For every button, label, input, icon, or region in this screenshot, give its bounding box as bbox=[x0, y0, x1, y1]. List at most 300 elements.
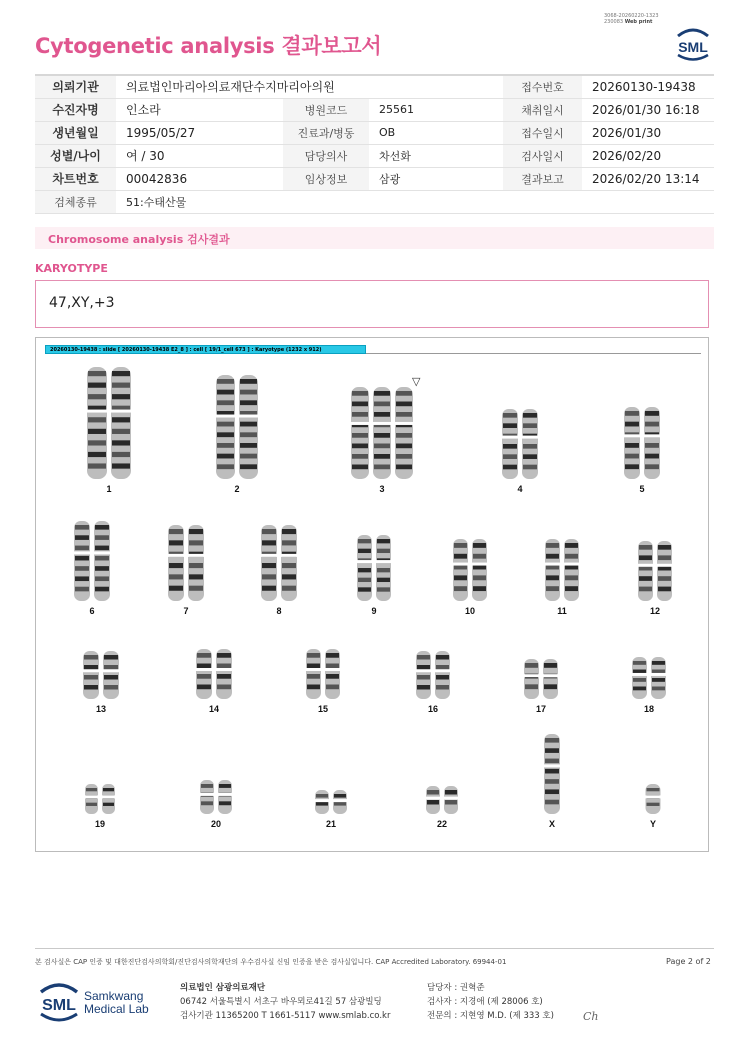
chromosome-band bbox=[545, 759, 559, 764]
chromosome-band bbox=[436, 675, 449, 680]
chromosome-band bbox=[88, 452, 106, 457]
chromosome-band bbox=[217, 454, 234, 459]
chromosome-band bbox=[639, 555, 652, 560]
chromosome-band bbox=[169, 574, 183, 579]
chromosome-band bbox=[262, 529, 276, 534]
centromere bbox=[375, 560, 392, 563]
chromosome-band bbox=[454, 575, 467, 580]
chromosome-band bbox=[645, 443, 659, 448]
chromosome-band bbox=[658, 555, 671, 560]
info-label: 결과보고 bbox=[503, 167, 582, 190]
info-value: 00042836 bbox=[116, 167, 283, 190]
chromosome-band bbox=[352, 412, 368, 417]
chromosome-band bbox=[240, 400, 257, 405]
chromosome-band bbox=[217, 653, 231, 658]
chromosome-band bbox=[436, 685, 449, 690]
centromere bbox=[73, 551, 91, 554]
chromosome-band bbox=[316, 802, 328, 806]
chromosome-band bbox=[625, 464, 639, 469]
chromosome-pair-13 bbox=[82, 651, 120, 714]
info-label: 병원코드 bbox=[283, 98, 369, 121]
print-meta bbox=[604, 13, 659, 25]
chromosome-band bbox=[352, 402, 368, 407]
centromere bbox=[217, 793, 233, 796]
chromosome-label: 14 bbox=[208, 704, 220, 714]
chromosome-band bbox=[652, 661, 665, 665]
chromosome-pair-11 bbox=[544, 539, 580, 616]
info-label: 수진자명 bbox=[35, 98, 116, 121]
chromosome-band bbox=[112, 371, 130, 376]
chromosome-band bbox=[645, 454, 659, 459]
chromosome-band bbox=[417, 665, 430, 670]
karyogram bbox=[36, 338, 710, 853]
chromosome-band bbox=[523, 454, 537, 459]
chromosome-band bbox=[95, 576, 109, 581]
chromosome-band bbox=[240, 454, 257, 459]
chromosome-band bbox=[88, 383, 106, 388]
chromosome-band bbox=[374, 402, 390, 407]
chromosome-band bbox=[652, 670, 665, 674]
chromosome-band bbox=[112, 417, 130, 422]
samkwang-logo-text: SML bbox=[42, 997, 76, 1014]
chromosome-band bbox=[112, 394, 130, 399]
organization-info bbox=[180, 981, 390, 1023]
chromosome-band bbox=[545, 738, 559, 743]
staff-line: 담당자 : 권혁준 bbox=[427, 983, 485, 993]
print-id-2: 230083 Web print bbox=[604, 19, 653, 25]
report-title: Cytogenetic analysis 결과보고서 bbox=[35, 34, 382, 58]
centromere bbox=[521, 436, 539, 439]
chromosome-band bbox=[197, 653, 211, 658]
centromere bbox=[372, 422, 392, 425]
chromosome-band bbox=[565, 554, 578, 559]
chromosome-pair-6 bbox=[73, 521, 111, 616]
info-value: 2026/02/20 bbox=[582, 144, 714, 167]
chromosome-band bbox=[282, 586, 296, 591]
centromere bbox=[631, 673, 648, 676]
chromosome-band bbox=[358, 578, 371, 582]
chromosome-band bbox=[95, 546, 109, 551]
info-label: 채취일시 bbox=[503, 98, 582, 121]
chromosome-pair-21 bbox=[314, 790, 348, 829]
chromosome-band bbox=[86, 788, 97, 791]
info-value: 25561 bbox=[369, 98, 503, 121]
chromosome-band bbox=[503, 454, 517, 459]
chromosome-band bbox=[88, 371, 106, 376]
chromosome-band bbox=[88, 463, 106, 468]
chromosome-pair-16 bbox=[415, 651, 451, 714]
chromosome-band bbox=[436, 665, 449, 670]
chromosome-band bbox=[75, 576, 89, 581]
chromosome-band bbox=[396, 454, 412, 459]
centromere bbox=[305, 668, 322, 671]
chromosome-band bbox=[95, 566, 109, 571]
info-value: 1995/05/27 bbox=[116, 121, 283, 144]
centromere bbox=[623, 434, 641, 437]
chromosome-band bbox=[262, 540, 276, 545]
chromosome-band bbox=[374, 454, 390, 459]
chromosome-band bbox=[217, 390, 234, 395]
chromosome-band bbox=[352, 391, 368, 396]
chromosome-band bbox=[525, 684, 538, 689]
chromosome-pair-7 bbox=[167, 525, 205, 616]
chromosome-band bbox=[545, 789, 559, 794]
chromosome-band bbox=[545, 779, 559, 784]
chromosome-pair-17 bbox=[523, 659, 559, 714]
info-row bbox=[35, 190, 714, 213]
chromosome-label: X bbox=[548, 819, 556, 829]
chromosome bbox=[564, 539, 579, 601]
centromere bbox=[215, 415, 236, 418]
chromosome-band bbox=[75, 535, 89, 540]
chromosome-band bbox=[240, 379, 257, 384]
centromere bbox=[238, 415, 259, 418]
info-label: 임상정보 bbox=[283, 167, 369, 190]
chromosome-band bbox=[189, 540, 203, 545]
centromere bbox=[523, 674, 540, 677]
chromosome-band bbox=[358, 587, 371, 591]
chromosome-band bbox=[307, 685, 320, 690]
centromere bbox=[82, 669, 100, 672]
chromosome-band bbox=[112, 452, 130, 457]
karyotype-result-box bbox=[35, 280, 709, 328]
chromosome-band bbox=[625, 443, 639, 448]
centromere bbox=[324, 668, 341, 671]
chromosome-band bbox=[625, 422, 639, 427]
chromosome-label: 4 bbox=[517, 484, 523, 494]
chromosome-band bbox=[86, 803, 97, 806]
chromosome-band bbox=[104, 675, 118, 680]
chromosome-label: 22 bbox=[436, 819, 448, 829]
chromosome-band bbox=[565, 543, 578, 548]
chromosome-band bbox=[396, 391, 412, 396]
accreditation-note: 본 검사실은 CAP 인증 및 대한진단검사의학회/진단검사의학재단의 우수검사실 신임 인증을 받은 검사실입니다. CAP Accredited Laboratory. 69944-01 bbox=[35, 958, 507, 966]
footer-divider bbox=[35, 948, 714, 949]
chromosome-band bbox=[316, 794, 328, 798]
org-contact: 검사기관 11365200 T 1661-5117 www.smlab.co.kr bbox=[180, 1011, 391, 1021]
chromosome-band bbox=[112, 463, 130, 468]
chromosome-band bbox=[374, 465, 390, 470]
staff-line: 검사자 : 지경애 (제 28006 호) bbox=[427, 997, 543, 1007]
chromosome-band bbox=[352, 454, 368, 459]
chromosome-band bbox=[84, 685, 98, 690]
section-title: Chromosome analysis 검사결과 bbox=[48, 233, 230, 246]
chromosome-band bbox=[197, 674, 211, 679]
chromosome-pair-1 bbox=[86, 367, 132, 494]
chromosome-pair-3 bbox=[350, 387, 414, 494]
chromosome-band bbox=[240, 422, 257, 427]
chromosome-band bbox=[544, 684, 557, 689]
chromosome-band bbox=[240, 443, 257, 448]
centromere bbox=[542, 674, 559, 677]
info-label: 접수번호 bbox=[503, 75, 582, 98]
centromere bbox=[215, 668, 233, 671]
chromosome-band bbox=[523, 465, 537, 470]
chromosome-label: 15 bbox=[317, 704, 329, 714]
centromere bbox=[280, 554, 298, 557]
info-value: 차선화 bbox=[369, 144, 503, 167]
chromosome-band bbox=[112, 429, 130, 434]
info-label: 생년월일 bbox=[35, 121, 116, 144]
chromosome-band bbox=[217, 443, 234, 448]
centromere bbox=[93, 551, 111, 554]
chromosome-band bbox=[473, 575, 486, 580]
chromosome-band bbox=[358, 568, 371, 572]
centromere bbox=[415, 669, 432, 672]
centromere bbox=[101, 795, 116, 798]
centromere bbox=[544, 563, 561, 566]
info-row bbox=[35, 98, 714, 121]
chromosome-band bbox=[75, 566, 89, 571]
chromosome-band bbox=[546, 586, 559, 591]
chromosome-pair-18 bbox=[631, 657, 667, 714]
chromosome-band bbox=[95, 525, 109, 530]
chromosome-band bbox=[169, 540, 183, 545]
karyogram-image bbox=[35, 337, 709, 852]
chromosome-band bbox=[445, 790, 457, 795]
chromosome-band bbox=[525, 663, 538, 668]
chromosome-band bbox=[454, 543, 467, 548]
chromosome-label: 11 bbox=[557, 606, 567, 616]
chromosome-label: Y bbox=[649, 819, 657, 829]
section-header bbox=[35, 227, 714, 249]
centromere bbox=[656, 564, 673, 567]
chromosome-pair-2 bbox=[215, 375, 259, 494]
chromosome-band bbox=[652, 678, 665, 682]
chromosome-band bbox=[546, 543, 559, 548]
chromosome-label: 3 bbox=[379, 484, 385, 494]
chromosome-band bbox=[217, 685, 231, 690]
chromosome-band bbox=[377, 587, 390, 591]
chromosome-band bbox=[307, 664, 320, 669]
chromosome-band bbox=[645, 464, 659, 469]
chromosome-band bbox=[282, 540, 296, 545]
info-label: 의뢰기관 bbox=[35, 75, 116, 98]
chromosome-band bbox=[377, 549, 390, 553]
chromosome-band bbox=[217, 464, 234, 469]
chromosome-band bbox=[396, 433, 412, 438]
chromosome-band bbox=[219, 784, 231, 788]
chromosome-band bbox=[639, 545, 652, 550]
info-value: OB bbox=[369, 121, 503, 144]
chromosome-band bbox=[374, 412, 390, 417]
centromere bbox=[350, 422, 370, 425]
info-value: 의료법인마리아의료재단수지마리아의원 bbox=[116, 75, 503, 98]
chromosome-pair-5 bbox=[623, 407, 661, 494]
chromosome-label: 1 bbox=[106, 484, 112, 494]
chromosome-band bbox=[334, 794, 346, 798]
centromere bbox=[110, 410, 132, 413]
chromosome-band bbox=[396, 402, 412, 407]
chromosome-band bbox=[326, 685, 339, 690]
chromosome-band bbox=[219, 801, 231, 805]
sml-logo bbox=[672, 26, 714, 62]
centromere bbox=[645, 795, 662, 798]
chromosome-label: 20 bbox=[210, 819, 222, 829]
chromosome-band bbox=[217, 664, 231, 669]
centromere bbox=[195, 668, 213, 671]
chromosome-band bbox=[523, 423, 537, 428]
chromosome-band bbox=[546, 554, 559, 559]
centromere bbox=[501, 436, 519, 439]
chromosome-label: 9 bbox=[371, 606, 377, 616]
chromosome-band bbox=[307, 674, 320, 679]
chromosome-band bbox=[334, 802, 346, 806]
centromere bbox=[443, 797, 459, 800]
chromosome-band bbox=[647, 803, 660, 806]
chromosome-band bbox=[625, 454, 639, 459]
centromere bbox=[650, 673, 667, 676]
chromosome-band bbox=[95, 587, 109, 592]
info-value: 인소라 bbox=[116, 98, 283, 121]
chromosome-band bbox=[396, 465, 412, 470]
chromosome-band bbox=[473, 554, 486, 559]
chromosome-band bbox=[523, 444, 537, 449]
chromosome-band bbox=[565, 586, 578, 591]
centromere bbox=[187, 554, 205, 557]
print-id: 3068-20260220-1323 bbox=[604, 13, 659, 19]
chromosome-pair-10 bbox=[452, 539, 488, 616]
chromosome-band bbox=[88, 394, 106, 399]
chromosome-band bbox=[103, 788, 114, 791]
chromosome-band bbox=[84, 665, 98, 670]
info-value: 여 / 30 bbox=[116, 144, 283, 167]
centromere bbox=[102, 669, 120, 672]
chromosome bbox=[453, 539, 468, 601]
info-value: 2026/02/20 13:14 bbox=[582, 167, 714, 190]
chromosome bbox=[545, 539, 560, 601]
info-label: 담당의사 bbox=[283, 144, 369, 167]
chromosome-band bbox=[358, 549, 371, 553]
info-label: 검체종류 bbox=[35, 190, 116, 213]
chromosome-band bbox=[454, 586, 467, 591]
chromosome-band bbox=[217, 674, 231, 679]
chromosome-label: 2 bbox=[234, 484, 240, 494]
chromosome-band bbox=[473, 586, 486, 591]
chromosome-band bbox=[282, 563, 296, 568]
centromere bbox=[167, 554, 185, 557]
centromere bbox=[86, 410, 108, 413]
centromere bbox=[425, 797, 441, 800]
chromosome-band bbox=[374, 391, 390, 396]
chromosome-band bbox=[104, 665, 118, 670]
staff-list bbox=[427, 981, 554, 1023]
chromosome-band bbox=[633, 670, 646, 674]
chromosome-band bbox=[103, 803, 114, 806]
chromosome-band bbox=[503, 413, 517, 418]
chromosome-pair-14 bbox=[195, 649, 233, 714]
image-caption: 20260130-19438 : slide [ 20260130-19438 E2_8 ] : cell [ 19/1_cell 673 ] : Karyotype (1232 x 912) bbox=[45, 345, 366, 354]
chromosome-band bbox=[240, 464, 257, 469]
chromosome-band bbox=[262, 574, 276, 579]
chromosome-band bbox=[633, 678, 646, 682]
chromosome-band bbox=[658, 545, 671, 550]
info-value: 2026/01/30 16:18 bbox=[582, 98, 714, 121]
chromosome-pair-4 bbox=[501, 409, 539, 494]
chromosome-band bbox=[374, 433, 390, 438]
chromosome-pair-22 bbox=[425, 786, 459, 829]
chromosome-band bbox=[282, 529, 296, 534]
chromosome-band bbox=[217, 379, 234, 384]
chromosome-band bbox=[75, 546, 89, 551]
centromere bbox=[543, 764, 561, 767]
info-row bbox=[35, 75, 714, 98]
page-number: Page 2 of 2 bbox=[666, 957, 711, 966]
chromosome-band bbox=[473, 543, 486, 548]
chromosome-band bbox=[169, 529, 183, 534]
chromosome-band bbox=[169, 563, 183, 568]
centromere bbox=[643, 434, 661, 437]
chromosome-band bbox=[436, 655, 449, 660]
centromere bbox=[260, 554, 278, 557]
chromosome bbox=[472, 539, 487, 601]
chromosome-band bbox=[445, 800, 457, 805]
centromere bbox=[434, 669, 451, 672]
chromosome-pair-19 bbox=[84, 784, 116, 829]
chromosome-band bbox=[625, 411, 639, 416]
chromosome-band bbox=[240, 390, 257, 395]
chromosome-band bbox=[545, 800, 559, 805]
karyotype-label: KARYOTYPE bbox=[35, 262, 108, 275]
centromere bbox=[84, 795, 99, 798]
chromosome-label: 5 bbox=[639, 484, 645, 494]
chromosome-band bbox=[75, 525, 89, 530]
chromosome-band bbox=[217, 432, 234, 437]
signature: Ch bbox=[583, 1010, 599, 1023]
chromosome-band bbox=[427, 800, 439, 805]
chromosome-band bbox=[307, 653, 320, 658]
chromosome-band bbox=[201, 801, 213, 805]
chromosome-band bbox=[377, 568, 390, 572]
chromosome-band bbox=[377, 578, 390, 582]
chromosome-label: 21 bbox=[325, 819, 337, 829]
info-value: 20260130-19438 bbox=[582, 75, 714, 98]
info-value: 삼광 bbox=[369, 167, 503, 190]
chromosome-band bbox=[326, 653, 339, 658]
centromere bbox=[394, 422, 414, 425]
centromere bbox=[471, 563, 488, 566]
chromosome-label: 10 bbox=[464, 606, 476, 616]
chromosome-band bbox=[104, 655, 118, 660]
chromosome-band bbox=[352, 465, 368, 470]
chromosome-band bbox=[282, 574, 296, 579]
chromosome-label: 16 bbox=[427, 704, 439, 714]
chromosome-band bbox=[417, 685, 430, 690]
chromosome-band bbox=[75, 556, 89, 561]
chromosome-band bbox=[326, 674, 339, 679]
chromosome-band bbox=[523, 413, 537, 418]
chromosome-band bbox=[189, 529, 203, 534]
logo-name: Samkwang Medical Lab bbox=[84, 989, 149, 1016]
chromosome-label: 13 bbox=[95, 704, 107, 714]
chromosome-band bbox=[112, 383, 130, 388]
chromosome-pair-20 bbox=[199, 780, 233, 829]
info-label: 접수일시 bbox=[503, 121, 582, 144]
chromosome-label: 19 bbox=[94, 819, 106, 829]
org-name: 의료법인 삼광의료재단 bbox=[180, 983, 266, 993]
chromosome bbox=[638, 541, 653, 601]
trisomy-arrow-icon: ▽ bbox=[412, 375, 421, 388]
centromere bbox=[332, 799, 348, 802]
info-label: 검사일시 bbox=[503, 144, 582, 167]
chromosome-band bbox=[658, 576, 671, 581]
chromosome-band bbox=[84, 675, 98, 680]
chromosome-label: 12 bbox=[649, 606, 661, 616]
chromosome-label: 18 bbox=[643, 704, 655, 714]
chromosome-label: 7 bbox=[183, 606, 189, 616]
chromosome-pair-12 bbox=[637, 541, 673, 616]
centromere bbox=[637, 564, 654, 567]
